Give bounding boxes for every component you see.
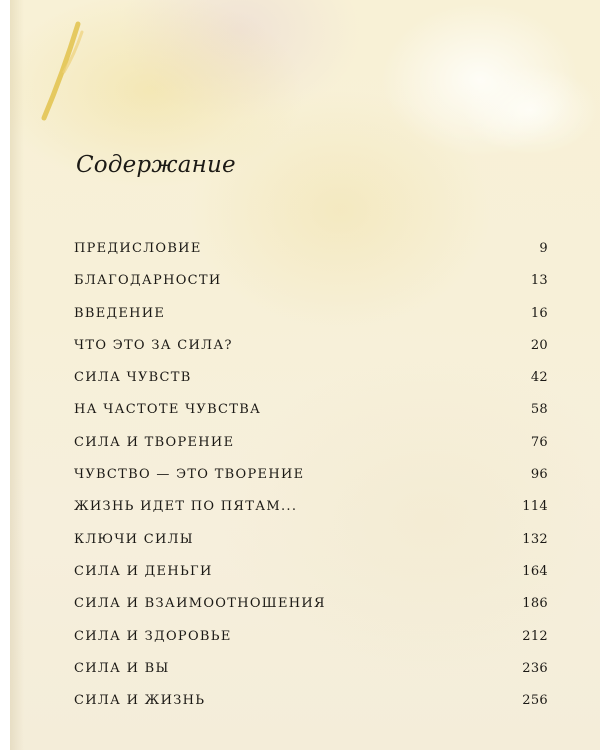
toc-entry[interactable] — [74, 498, 548, 530]
toc-entry[interactable] — [74, 305, 548, 337]
page-binding-shadow — [10, 0, 24, 750]
toc-entry[interactable] — [74, 595, 548, 627]
toc-entry-title: СИЛА И ТВОРЕНИЕ — [74, 434, 235, 450]
toc-entry-title: ЖИЗНЬ ИДЕТ ПО ПЯТАМ... — [74, 499, 298, 515]
toc-entry-title: СИЛА И ДЕНЬГИ — [74, 563, 213, 579]
toc-entry[interactable] — [74, 401, 548, 433]
toc-entry-title: НА ЧАСТОТЕ ЧУВСТВА — [74, 402, 262, 418]
toc-entry[interactable] — [74, 466, 548, 498]
toc-entry-page: 58 — [530, 402, 548, 418]
toc-entry[interactable] — [74, 434, 548, 466]
toc-entry-page: 13 — [530, 273, 548, 289]
toc-entry[interactable] — [74, 531, 548, 563]
toc-entry[interactable] — [74, 628, 548, 660]
page-title: Содержание — [76, 152, 236, 178]
toc-entry-title: ЧТО ЭТО ЗА СИЛА? — [74, 337, 233, 353]
toc-entry-page: 256 — [522, 693, 548, 709]
toc-entry-title: БЛАГОДАРНОСТИ — [74, 273, 222, 289]
toc-entry-title: СИЛА И ЖИЗНЬ — [74, 693, 206, 709]
toc-entry-page: 96 — [530, 467, 548, 483]
toc-entry-page: 42 — [530, 370, 548, 386]
toc-entry-page: 236 — [522, 660, 548, 676]
toc-entry-title: КЛЮЧИ СИЛЫ — [74, 531, 194, 547]
toc-entry[interactable] — [74, 692, 548, 724]
toc-entry-page: 20 — [530, 337, 548, 353]
toc-entry-page: 9 — [539, 241, 548, 256]
toc-entry[interactable] — [74, 660, 548, 692]
toc-entry-title: СИЛА И ВЗАИМООТНОШЕНИЯ — [74, 596, 326, 612]
toc-entry-title: ПРЕДИСЛОВИЕ — [74, 241, 202, 256]
toc-entry-page: 212 — [522, 628, 548, 644]
toc-entry-page: 164 — [522, 563, 548, 579]
toc-entry-page: 132 — [522, 531, 548, 547]
toc-entry[interactable] — [74, 369, 548, 401]
toc-entry-title: СИЛА И ЗДОРОВЬЕ — [74, 628, 232, 644]
toc-entry[interactable] — [74, 563, 548, 595]
toc-entry-title: ВВЕДЕНИЕ — [74, 305, 166, 321]
toc-entry-title: ЧУВСТВО — ЭТО ТВОРЕНИЕ — [74, 467, 305, 483]
toc-entry-title: СИЛА ЧУВСТВ — [74, 370, 192, 386]
toc-entry-page: 186 — [522, 596, 548, 612]
toc-entry-page: 16 — [530, 305, 548, 321]
brush-stroke-decoration — [30, 10, 110, 130]
table-of-contents — [74, 240, 548, 724]
toc-entry-page: 114 — [522, 499, 548, 515]
book-page — [10, 0, 600, 750]
toc-entry[interactable] — [74, 272, 548, 304]
toc-entry[interactable] — [74, 240, 548, 272]
toc-entry-page: 76 — [530, 434, 548, 450]
toc-entry-title: СИЛА И ВЫ — [74, 660, 170, 676]
toc-entry[interactable] — [74, 337, 548, 369]
